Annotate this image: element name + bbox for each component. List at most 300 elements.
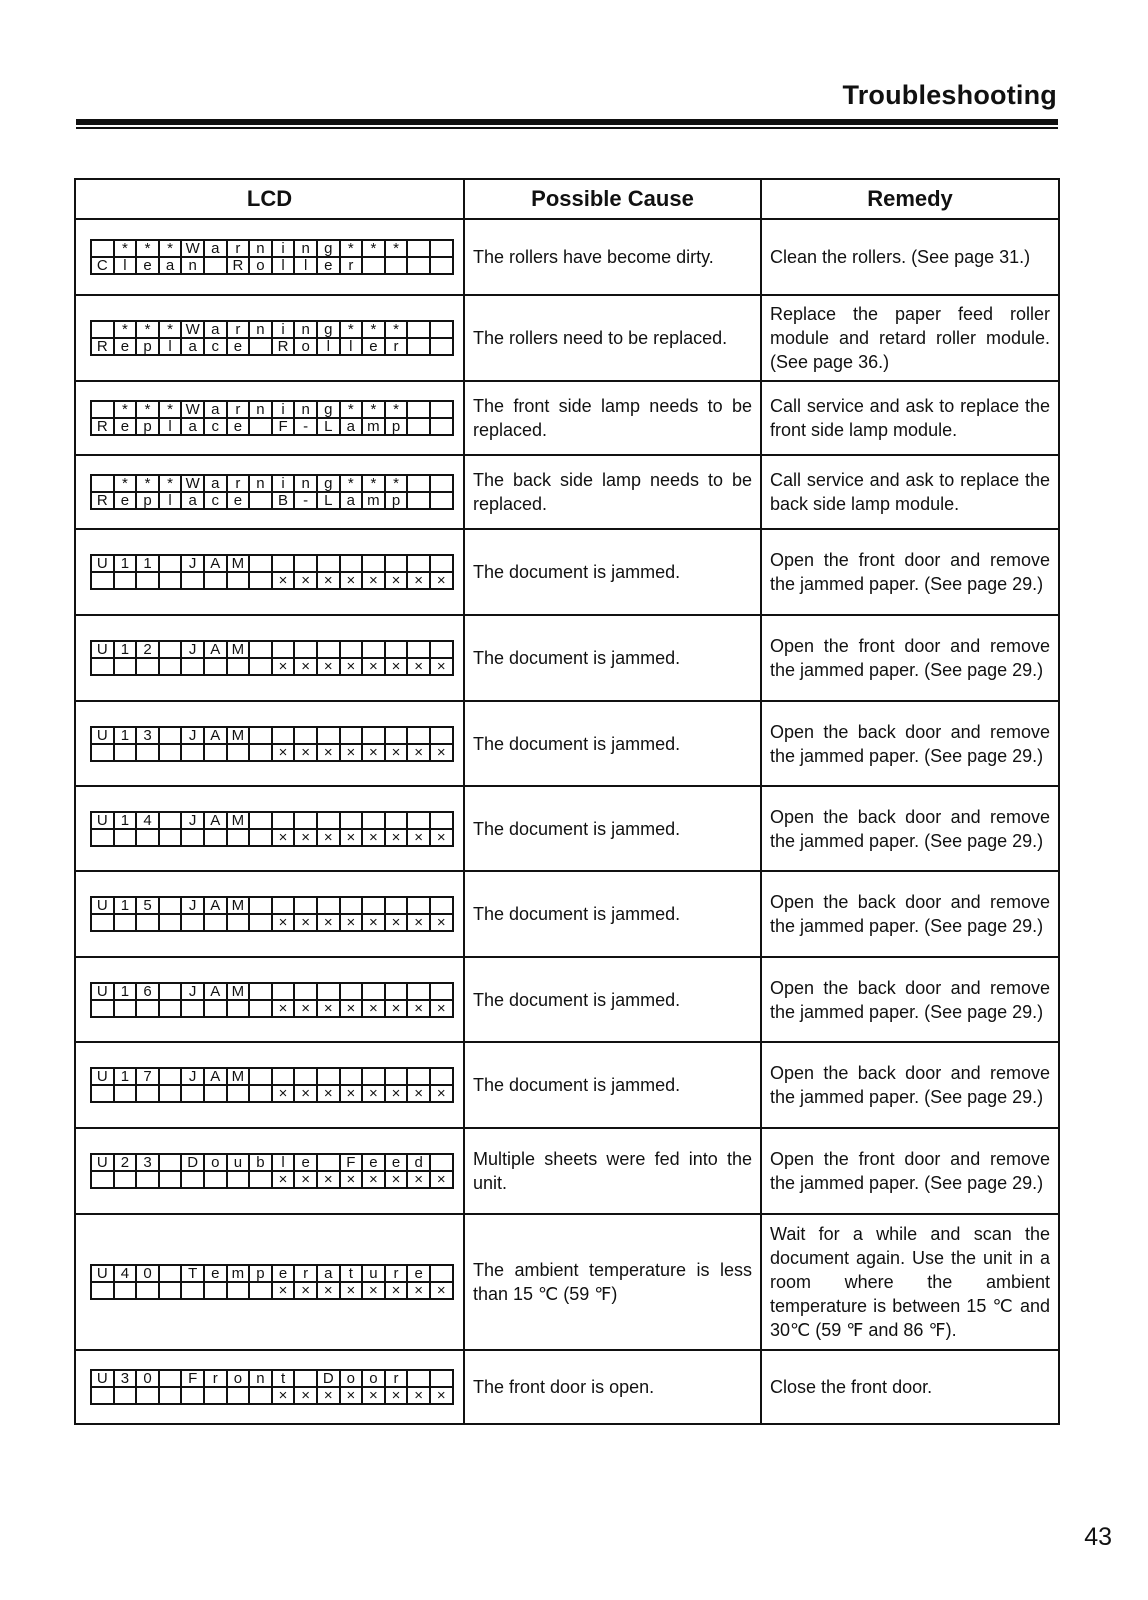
lcd-char: 2 xyxy=(136,641,159,658)
lcd-char: 1 xyxy=(114,897,137,914)
lcd-char xyxy=(227,572,250,589)
lcd-char xyxy=(249,641,272,658)
remedy-cell: Open the back door and remove the jammed paper. (See page 29.) xyxy=(761,957,1059,1042)
lcd-char xyxy=(385,983,408,1000)
lcd-char xyxy=(385,727,408,744)
lcd-char: × xyxy=(340,1171,363,1188)
lcd-char xyxy=(430,401,453,418)
lcd-char xyxy=(362,983,385,1000)
lcd-char xyxy=(340,897,363,914)
lcd-char: × xyxy=(407,1085,430,1102)
lcd-char: i xyxy=(272,475,295,492)
table-row xyxy=(75,455,1059,529)
lcd-char: × xyxy=(362,829,385,846)
lcd-char: o xyxy=(249,257,272,274)
lcd-char xyxy=(294,897,317,914)
lcd-char: 1 xyxy=(114,727,137,744)
lcd-char: e xyxy=(317,257,340,274)
lcd-char xyxy=(430,321,453,338)
lcd-char: l xyxy=(272,257,295,274)
lcd-display xyxy=(90,1067,454,1103)
lcd-char xyxy=(294,983,317,1000)
lcd-char: R xyxy=(272,338,295,355)
lcd-char xyxy=(249,1068,272,1085)
lcd-char xyxy=(249,812,272,829)
lcd-char: n xyxy=(294,475,317,492)
lcd-char: * xyxy=(159,475,182,492)
lcd-char: * xyxy=(385,321,408,338)
lcd-char: 2 xyxy=(114,1154,137,1171)
lcd-char xyxy=(317,1068,340,1085)
lcd-char: × xyxy=(385,1000,408,1017)
lcd-display xyxy=(90,726,454,762)
lcd-cell xyxy=(75,455,464,529)
lcd-char xyxy=(407,257,430,274)
lcd-char: × xyxy=(317,572,340,589)
lcd-char: * xyxy=(362,401,385,418)
lcd-char: × xyxy=(340,744,363,761)
lcd-display xyxy=(90,1153,454,1189)
lcd-char: × xyxy=(385,914,408,931)
lcd-char: × xyxy=(340,1282,363,1299)
header-rule-thin xyxy=(76,127,1058,129)
lcd-char: o xyxy=(227,1370,250,1387)
lcd-char: * xyxy=(136,401,159,418)
lcd-char: J xyxy=(181,983,204,1000)
lcd-char: 3 xyxy=(136,727,159,744)
lcd-char xyxy=(227,1085,250,1102)
lcd-char: * xyxy=(136,240,159,257)
remedy-cell: Replace the paper feed roller module and retard roller module. (See page 36.) xyxy=(761,295,1059,381)
lcd-char: × xyxy=(317,1085,340,1102)
lcd-cell xyxy=(75,295,464,381)
lcd-cell xyxy=(75,1350,464,1424)
lcd-char xyxy=(159,555,182,572)
lcd-char: D xyxy=(181,1154,204,1171)
lcd-char: × xyxy=(294,914,317,931)
lcd-cell xyxy=(75,871,464,957)
lcd-char xyxy=(249,829,272,846)
lcd-char xyxy=(340,1068,363,1085)
lcd-char: M xyxy=(227,555,250,572)
lcd-char xyxy=(204,1085,227,1102)
lcd-char: r xyxy=(340,257,363,274)
lcd-display xyxy=(90,982,454,1018)
lcd-char xyxy=(407,727,430,744)
lcd-char xyxy=(340,555,363,572)
lcd-char: × xyxy=(362,1171,385,1188)
lcd-char xyxy=(340,812,363,829)
lcd-char xyxy=(204,1282,227,1299)
lcd-char xyxy=(181,1085,204,1102)
table-row xyxy=(75,615,1059,701)
lcd-char: e xyxy=(114,492,137,509)
lcd-char xyxy=(181,1000,204,1017)
lcd-char: r xyxy=(227,240,250,257)
lcd-display xyxy=(90,1264,454,1300)
lcd-char xyxy=(362,812,385,829)
lcd-char xyxy=(407,812,430,829)
lcd-char: 1 xyxy=(114,983,137,1000)
lcd-char xyxy=(249,1171,272,1188)
lcd-char: 7 xyxy=(136,1068,159,1085)
lcd-char xyxy=(272,727,295,744)
lcd-char: M xyxy=(227,1068,250,1085)
lcd-char xyxy=(159,744,182,761)
lcd-char: M xyxy=(227,727,250,744)
lcd-char: C xyxy=(91,257,114,274)
lcd-char: U xyxy=(91,897,114,914)
lcd-char xyxy=(114,572,137,589)
remedy-cell: Open the back door and remove the jammed paper. (See page 29.) xyxy=(761,701,1059,786)
lcd-char xyxy=(385,555,408,572)
lcd-char xyxy=(181,572,204,589)
lcd-char xyxy=(91,1282,114,1299)
lcd-char xyxy=(294,727,317,744)
lcd-char: u xyxy=(227,1154,250,1171)
lcd-char xyxy=(272,555,295,572)
lcd-char: 0 xyxy=(136,1370,159,1387)
lcd-char: U xyxy=(91,1154,114,1171)
lcd-char: R xyxy=(91,492,114,509)
lcd-char: l xyxy=(272,1154,295,1171)
lcd-char xyxy=(91,1085,114,1102)
lcd-char: a xyxy=(204,240,227,257)
remedy-cell: Wait for a while and scan the document again. Use the unit in a room where the ambient temperature is between 15 ℃ and 30℃ (59 ℉ and 86 ℉). xyxy=(761,1214,1059,1350)
lcd-char: × xyxy=(385,1387,408,1404)
lcd-char: × xyxy=(362,744,385,761)
lcd-char xyxy=(227,1387,250,1404)
lcd-char: * xyxy=(114,475,137,492)
lcd-char: 3 xyxy=(114,1370,137,1387)
lcd-char: × xyxy=(317,658,340,675)
lcd-char: n xyxy=(249,475,272,492)
lcd-char: p xyxy=(136,492,159,509)
lcd-char: A xyxy=(204,641,227,658)
table-row xyxy=(75,381,1059,455)
lcd-char: × xyxy=(430,1387,453,1404)
remedy-cell: Open the front door and remove the jammed paper. (See page 29.) xyxy=(761,615,1059,701)
lcd-char: × xyxy=(294,829,317,846)
lcd-char: A xyxy=(204,983,227,1000)
lcd-char: U xyxy=(91,812,114,829)
lcd-char xyxy=(385,257,408,274)
lcd-char: m xyxy=(362,492,385,509)
lcd-char: × xyxy=(272,658,295,675)
lcd-char: g xyxy=(317,321,340,338)
lcd-cell xyxy=(75,381,464,455)
lcd-char: i xyxy=(272,401,295,418)
lcd-char xyxy=(159,641,182,658)
lcd-display xyxy=(90,640,454,676)
lcd-char xyxy=(362,1068,385,1085)
lcd-char xyxy=(159,1387,182,1404)
remedy-cell: Open the back door and remove the jammed paper. (See page 29.) xyxy=(761,1042,1059,1128)
lcd-char xyxy=(159,1085,182,1102)
lcd-char xyxy=(159,572,182,589)
remedy-cell: Call service and ask to replace the front side lamp module. xyxy=(761,381,1059,455)
possible-cause-cell: The front door is open. xyxy=(464,1350,761,1424)
lcd-char: e xyxy=(227,338,250,355)
lcd-char: a xyxy=(340,418,363,435)
lcd-char: × xyxy=(407,1282,430,1299)
lcd-char xyxy=(114,744,137,761)
lcd-char xyxy=(249,1000,272,1017)
lcd-char: × xyxy=(272,1085,295,1102)
lcd-char xyxy=(407,418,430,435)
table-row xyxy=(75,529,1059,615)
lcd-char: r xyxy=(227,401,250,418)
table-row xyxy=(75,957,1059,1042)
lcd-char: * xyxy=(340,240,363,257)
lcd-char: R xyxy=(227,257,250,274)
lcd-display xyxy=(90,554,454,590)
lcd-char: J xyxy=(181,897,204,914)
lcd-char xyxy=(114,914,137,931)
lcd-char xyxy=(181,914,204,931)
lcd-char: p xyxy=(136,338,159,355)
table-row xyxy=(75,219,1059,295)
possible-cause-cell: The document is jammed. xyxy=(464,529,761,615)
lcd-char: l xyxy=(114,257,137,274)
table-row xyxy=(75,1042,1059,1128)
lcd-display xyxy=(90,896,454,932)
lcd-char xyxy=(362,897,385,914)
table-row xyxy=(75,871,1059,957)
lcd-char xyxy=(204,572,227,589)
lcd-char: × xyxy=(317,1282,340,1299)
lcd-char: × xyxy=(362,1387,385,1404)
possible-cause-cell: The document is jammed. xyxy=(464,871,761,957)
lcd-char xyxy=(317,727,340,744)
lcd-char xyxy=(159,727,182,744)
lcd-char: a xyxy=(204,401,227,418)
lcd-char xyxy=(407,240,430,257)
lcd-char xyxy=(181,1282,204,1299)
possible-cause-cell: The document is jammed. xyxy=(464,957,761,1042)
lcd-char: r xyxy=(227,321,250,338)
possible-cause-cell: The document is jammed. xyxy=(464,1042,761,1128)
remedy-cell: Open the back door and remove the jammed paper. (See page 29.) xyxy=(761,786,1059,871)
lcd-char xyxy=(340,983,363,1000)
lcd-char: × xyxy=(272,1000,295,1017)
lcd-char xyxy=(227,1171,250,1188)
lcd-char xyxy=(407,492,430,509)
lcd-char xyxy=(317,897,340,914)
lcd-char xyxy=(159,829,182,846)
lcd-char xyxy=(430,641,453,658)
lcd-char: A xyxy=(204,727,227,744)
lcd-char xyxy=(430,812,453,829)
lcd-char: × xyxy=(294,1085,317,1102)
lcd-char: × xyxy=(340,1000,363,1017)
lcd-char: r xyxy=(204,1370,227,1387)
lcd-char: D xyxy=(317,1370,340,1387)
lcd-char xyxy=(407,983,430,1000)
lcd-cell xyxy=(75,957,464,1042)
lcd-char xyxy=(430,338,453,355)
lcd-char: W xyxy=(181,240,204,257)
lcd-char: i xyxy=(272,321,295,338)
lcd-char xyxy=(362,257,385,274)
lcd-char xyxy=(136,829,159,846)
table-row xyxy=(75,1128,1059,1214)
lcd-char: U xyxy=(91,1370,114,1387)
lcd-char: × xyxy=(430,1000,453,1017)
lcd-char xyxy=(159,1154,182,1171)
lcd-char xyxy=(249,555,272,572)
lcd-char xyxy=(430,555,453,572)
lcd-char: F xyxy=(340,1154,363,1171)
lcd-cell xyxy=(75,701,464,786)
lcd-char: × xyxy=(294,1387,317,1404)
lcd-char: F xyxy=(181,1370,204,1387)
lcd-char xyxy=(249,727,272,744)
lcd-char xyxy=(249,492,272,509)
lcd-char: l xyxy=(159,492,182,509)
lcd-char xyxy=(227,914,250,931)
lcd-char xyxy=(430,418,453,435)
possible-cause-cell: The ambient temperature is less than 15 ℃ (59 ℉) xyxy=(464,1214,761,1350)
lcd-char xyxy=(430,1265,453,1282)
lcd-char: × xyxy=(362,1085,385,1102)
lcd-char: * xyxy=(136,475,159,492)
lcd-char: r xyxy=(385,338,408,355)
lcd-char: * xyxy=(385,475,408,492)
lcd-char xyxy=(407,401,430,418)
lcd-char xyxy=(430,1154,453,1171)
lcd-char: × xyxy=(407,658,430,675)
lcd-char: e xyxy=(204,1265,227,1282)
lcd-char xyxy=(159,1370,182,1387)
lcd-char xyxy=(294,641,317,658)
lcd-char xyxy=(385,641,408,658)
lcd-char: n xyxy=(249,240,272,257)
lcd-char xyxy=(159,983,182,1000)
lcd-char xyxy=(91,572,114,589)
lcd-cell xyxy=(75,529,464,615)
lcd-char: d xyxy=(407,1154,430,1171)
lcd-char: × xyxy=(294,658,317,675)
lcd-char: × xyxy=(430,1282,453,1299)
lcd-char xyxy=(91,401,114,418)
lcd-char: * xyxy=(114,401,137,418)
lcd-char: 6 xyxy=(136,983,159,1000)
lcd-display xyxy=(90,400,454,436)
lcd-cell xyxy=(75,1128,464,1214)
lcd-char: p xyxy=(385,418,408,435)
lcd-char: n xyxy=(294,240,317,257)
lcd-char xyxy=(159,1068,182,1085)
lcd-char xyxy=(136,914,159,931)
lcd-cell xyxy=(75,1042,464,1128)
lcd-char: R xyxy=(91,338,114,355)
lcd-char: g xyxy=(317,240,340,257)
lcd-char: 3 xyxy=(136,1154,159,1171)
lcd-char: × xyxy=(294,1171,317,1188)
lcd-char: A xyxy=(204,812,227,829)
lcd-char: * xyxy=(114,240,137,257)
lcd-char xyxy=(249,418,272,435)
lcd-char xyxy=(249,1282,272,1299)
possible-cause-cell: The document is jammed. xyxy=(464,786,761,871)
lcd-char xyxy=(249,658,272,675)
lcd-char: U xyxy=(91,1265,114,1282)
lcd-char: × xyxy=(340,1085,363,1102)
lcd-char xyxy=(362,641,385,658)
table-body xyxy=(75,219,1059,1424)
lcd-char: e xyxy=(114,418,137,435)
possible-cause-cell: The back side lamp needs to be replaced. xyxy=(464,455,761,529)
lcd-char: F xyxy=(272,418,295,435)
lcd-display xyxy=(90,474,454,510)
lcd-char: * xyxy=(385,401,408,418)
lcd-char xyxy=(294,1370,317,1387)
lcd-char: - xyxy=(294,492,317,509)
lcd-char xyxy=(272,1068,295,1085)
lcd-char: r xyxy=(385,1265,408,1282)
lcd-char xyxy=(114,658,137,675)
lcd-char: n xyxy=(249,321,272,338)
lcd-char: M xyxy=(227,812,250,829)
lcd-column-header: LCD xyxy=(75,179,464,219)
lcd-char xyxy=(91,658,114,675)
lcd-char: m xyxy=(362,418,385,435)
lcd-char: A xyxy=(204,897,227,914)
lcd-char xyxy=(294,812,317,829)
lcd-char xyxy=(227,744,250,761)
lcd-char xyxy=(91,1387,114,1404)
lcd-char xyxy=(317,812,340,829)
lcd-char xyxy=(159,812,182,829)
lcd-char xyxy=(249,983,272,1000)
lcd-char: * xyxy=(159,401,182,418)
lcd-char: J xyxy=(181,727,204,744)
lcd-cell xyxy=(75,615,464,701)
lcd-char xyxy=(159,1265,182,1282)
lcd-char xyxy=(204,914,227,931)
lcd-char: × xyxy=(407,744,430,761)
lcd-char: × xyxy=(430,1171,453,1188)
lcd-char: × xyxy=(430,744,453,761)
lcd-char xyxy=(294,555,317,572)
lcd-char xyxy=(317,555,340,572)
lcd-char xyxy=(430,492,453,509)
lcd-char: × xyxy=(340,914,363,931)
lcd-char xyxy=(294,1068,317,1085)
lcd-char xyxy=(407,1068,430,1085)
lcd-char: × xyxy=(272,829,295,846)
lcd-char xyxy=(362,727,385,744)
possible-cause-cell: The rollers have become dirty. xyxy=(464,219,761,295)
lcd-char xyxy=(272,897,295,914)
lcd-char: × xyxy=(385,658,408,675)
lcd-char: t xyxy=(272,1370,295,1387)
lcd-char: r xyxy=(294,1265,317,1282)
lcd-char: n xyxy=(294,401,317,418)
lcd-cell xyxy=(75,219,464,295)
lcd-char: 1 xyxy=(114,555,137,572)
lcd-char: × xyxy=(340,658,363,675)
lcd-char xyxy=(249,338,272,355)
lcd-char xyxy=(385,812,408,829)
lcd-char: 1 xyxy=(114,641,137,658)
lcd-char: n xyxy=(294,321,317,338)
lcd-char xyxy=(430,1068,453,1085)
lcd-char: B xyxy=(272,492,295,509)
lcd-char xyxy=(204,744,227,761)
lcd-char xyxy=(181,829,204,846)
